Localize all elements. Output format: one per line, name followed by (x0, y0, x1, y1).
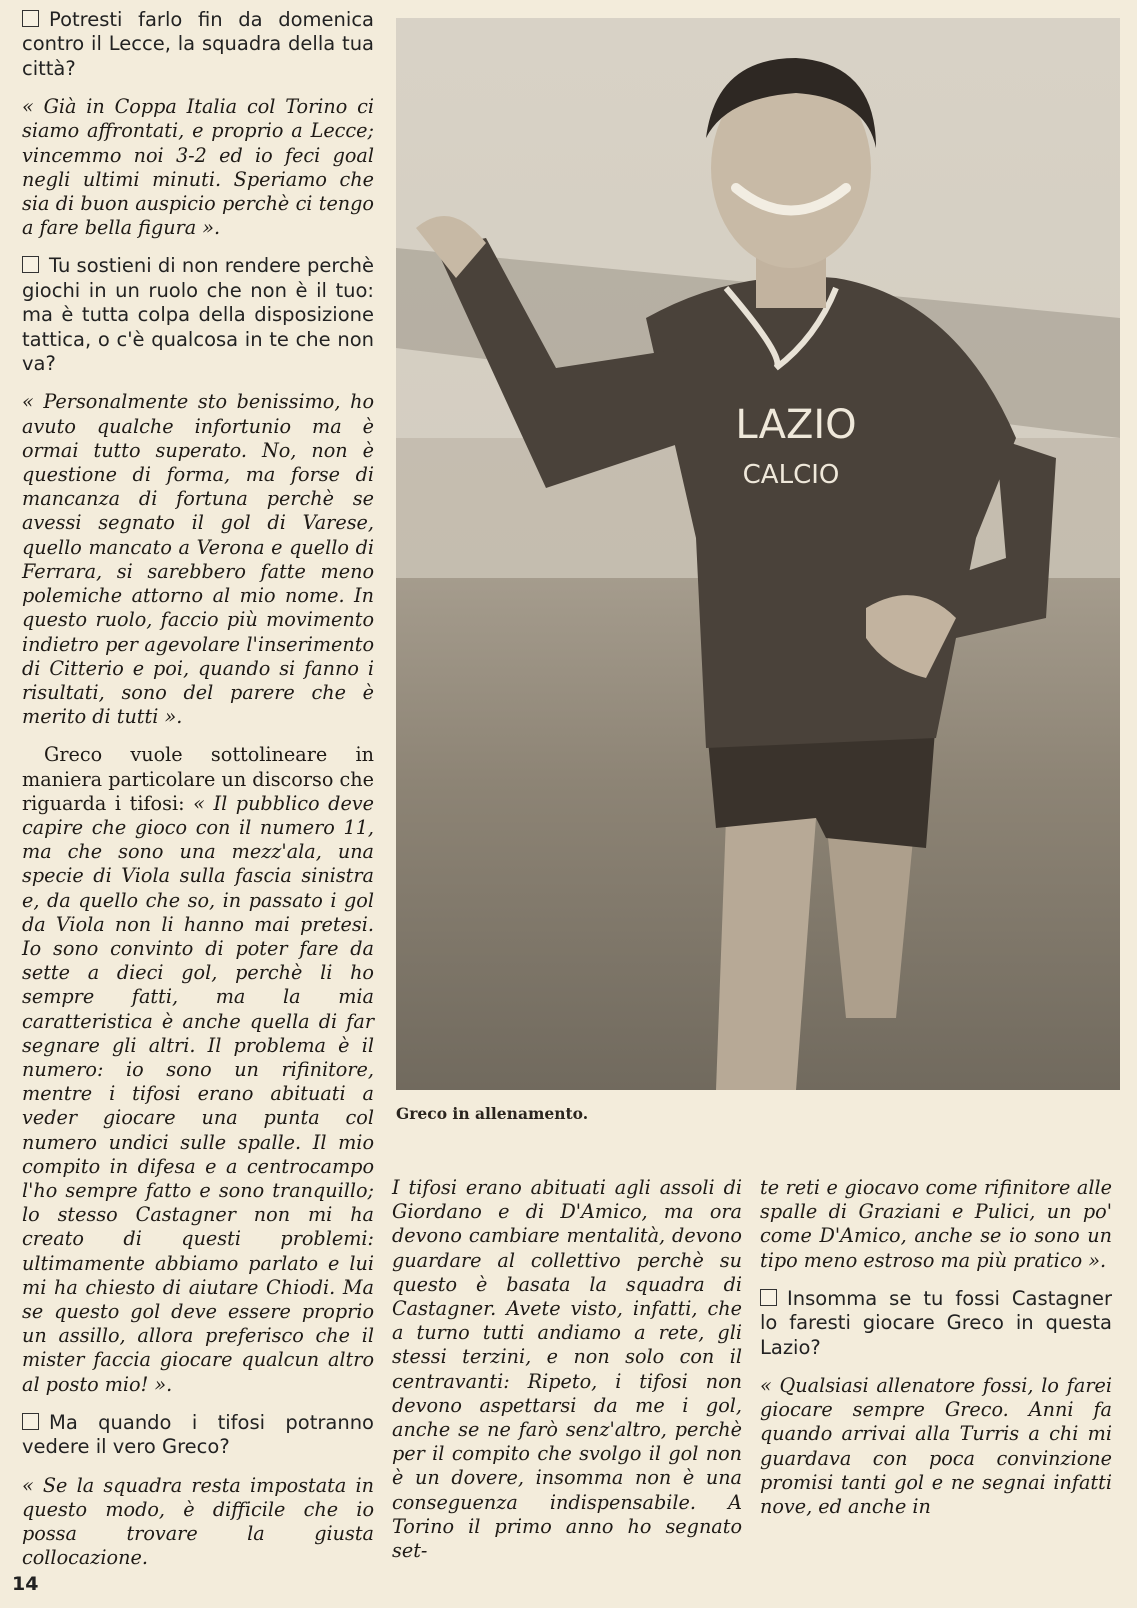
interview-answer: « Se la squadra resta impostata in questo modo, è difficile che io possa trovare la giusta collocazione. (22, 1473, 374, 1570)
question-text: Ma quando i tifosi potranno vedere il vero Greco? (22, 1410, 374, 1459)
right-column (760, 1176, 1112, 1533)
interview-answer: « Qualsiasi allenatore fossi, lo farei giocare sempre Greco. Anni fa quando arrivai alla Turris a chi mi guardava con poca convinzione promisi tanti gol e ne segnai infatti nove, ed anche in (760, 1374, 1112, 1519)
photo-image (396, 18, 1120, 1090)
interview-answer: « Già in Coppa Italia col Torino ci siamo affrontati, e proprio a Lecce; vincemmo noi 3-2 ed io feci goal negli ultimi minuti. Speriamo che sia di buon auspicio perchè ci tengo a fare bella figura ». (22, 95, 374, 240)
photo-caption: Greco in allenamento. (396, 1104, 589, 1123)
body-paragraph (22, 743, 374, 1396)
middle-column (392, 1176, 742, 1577)
question-box-icon (760, 1289, 777, 1306)
page-number: 14 (12, 1573, 39, 1595)
question-text: Insomma se tu fossi Castagner lo faresti giocare Greco in questa Lazio? (760, 1286, 1112, 1359)
interview-question (22, 8, 374, 81)
left-column (22, 8, 374, 1584)
question-box-icon (22, 10, 39, 27)
body-lead: Greco vuole sottolineare in maniera particolare un discorso che riguarda i tifosi: (22, 743, 374, 815)
question-text: Potresti farlo fin da domenica contro il Lecce, la squadra della tua città? (22, 8, 374, 80)
question-text: Tu sostieni di non rendere perchè giochi in un ruolo che non è il tuo: ma è tutta colpa della disposizione tattica, o c'è qualcosa in te che non va? (22, 254, 374, 376)
question-box-icon (22, 1413, 39, 1430)
interview-question (22, 254, 374, 376)
body-quote: « Il pubblico deve capire che gioco con il numero 11, ma che sono una mezz'ala, una specie di Viola sulla fascia sinistra e, da quello che so, in passato i gol da Viola non li hanno mai pretesi. Io sono convinto di poter fare da sette a dieci gol, perchè li ho sempre fatti, ma la mia caratteristica è anche quella di far segnare gli altri. Il problema è il numero: io sono un rifinitore, mentre i tifosi erano abituati a veder giocare una punta col numero undici sulle spalle. Il mio compito in difesa e a centrocampo l'ho sempre fatto e sono tranquillo; lo stesso Castagner non mi ha creato di questi problemi: ultimamente abbiamo parlato e lui mi ha chiesto di aiutare Chiodi. Ma se questo gol deve essere proprio un assillo, allora preferisco che il mister faccia giocare qualcun altro al posto mio! ». (22, 791, 374, 1396)
interview-question (760, 1287, 1112, 1360)
question-box-icon (22, 256, 39, 273)
interview-question (22, 1411, 374, 1460)
interview-answer: I tifosi erano abituati agli assoli di Giordano e di D'Amico, ma ora devono cambiare mentalità, devono guardare al collettivo perchè su questo è basata la squadra di Castagner. Avete visto, infatti, che a turno tutti andiamo a rete, gli stessi terzini, e non solo con il centravanti: Ripeto, i tifosi non devono aspettarsi da me i gol, anche se ne farò senz'altro, perchè per il compito che svolgo il gol non è un dovere, insomma non è una conseguenza indispensabile. A Torino il primo anno ho segnato set- (392, 1176, 742, 1563)
shirt-text-calcio: CALCIO (742, 460, 840, 490)
shirt-text-lazio: LAZIO (735, 402, 857, 448)
training-photo (396, 18, 1120, 1090)
interview-answer: « Personalmente sto benissimo, ho avuto qualche infortunio ma è ormai tutto superato. No, non è questione di forma, ma forse di mancanza di fortuna perchè se avessi segnato il gol di Varese, quello mancato a Verona e quello di Ferrara, si sarebbero fatte meno polemiche attorno al mio nome. In questo ruolo, faccio più movimento indietro per agevolare l'inserimento di Citterio e poi, quando si fanno i risultati, sono del parere che è merito di tutti ». (22, 390, 374, 729)
interview-answer: te reti e giocavo come rifinitore alle spalle di Graziani e Pulici, un po' come D'Amico, anche se io sono un tipo meno estroso ma più pratico ». (760, 1176, 1112, 1272)
